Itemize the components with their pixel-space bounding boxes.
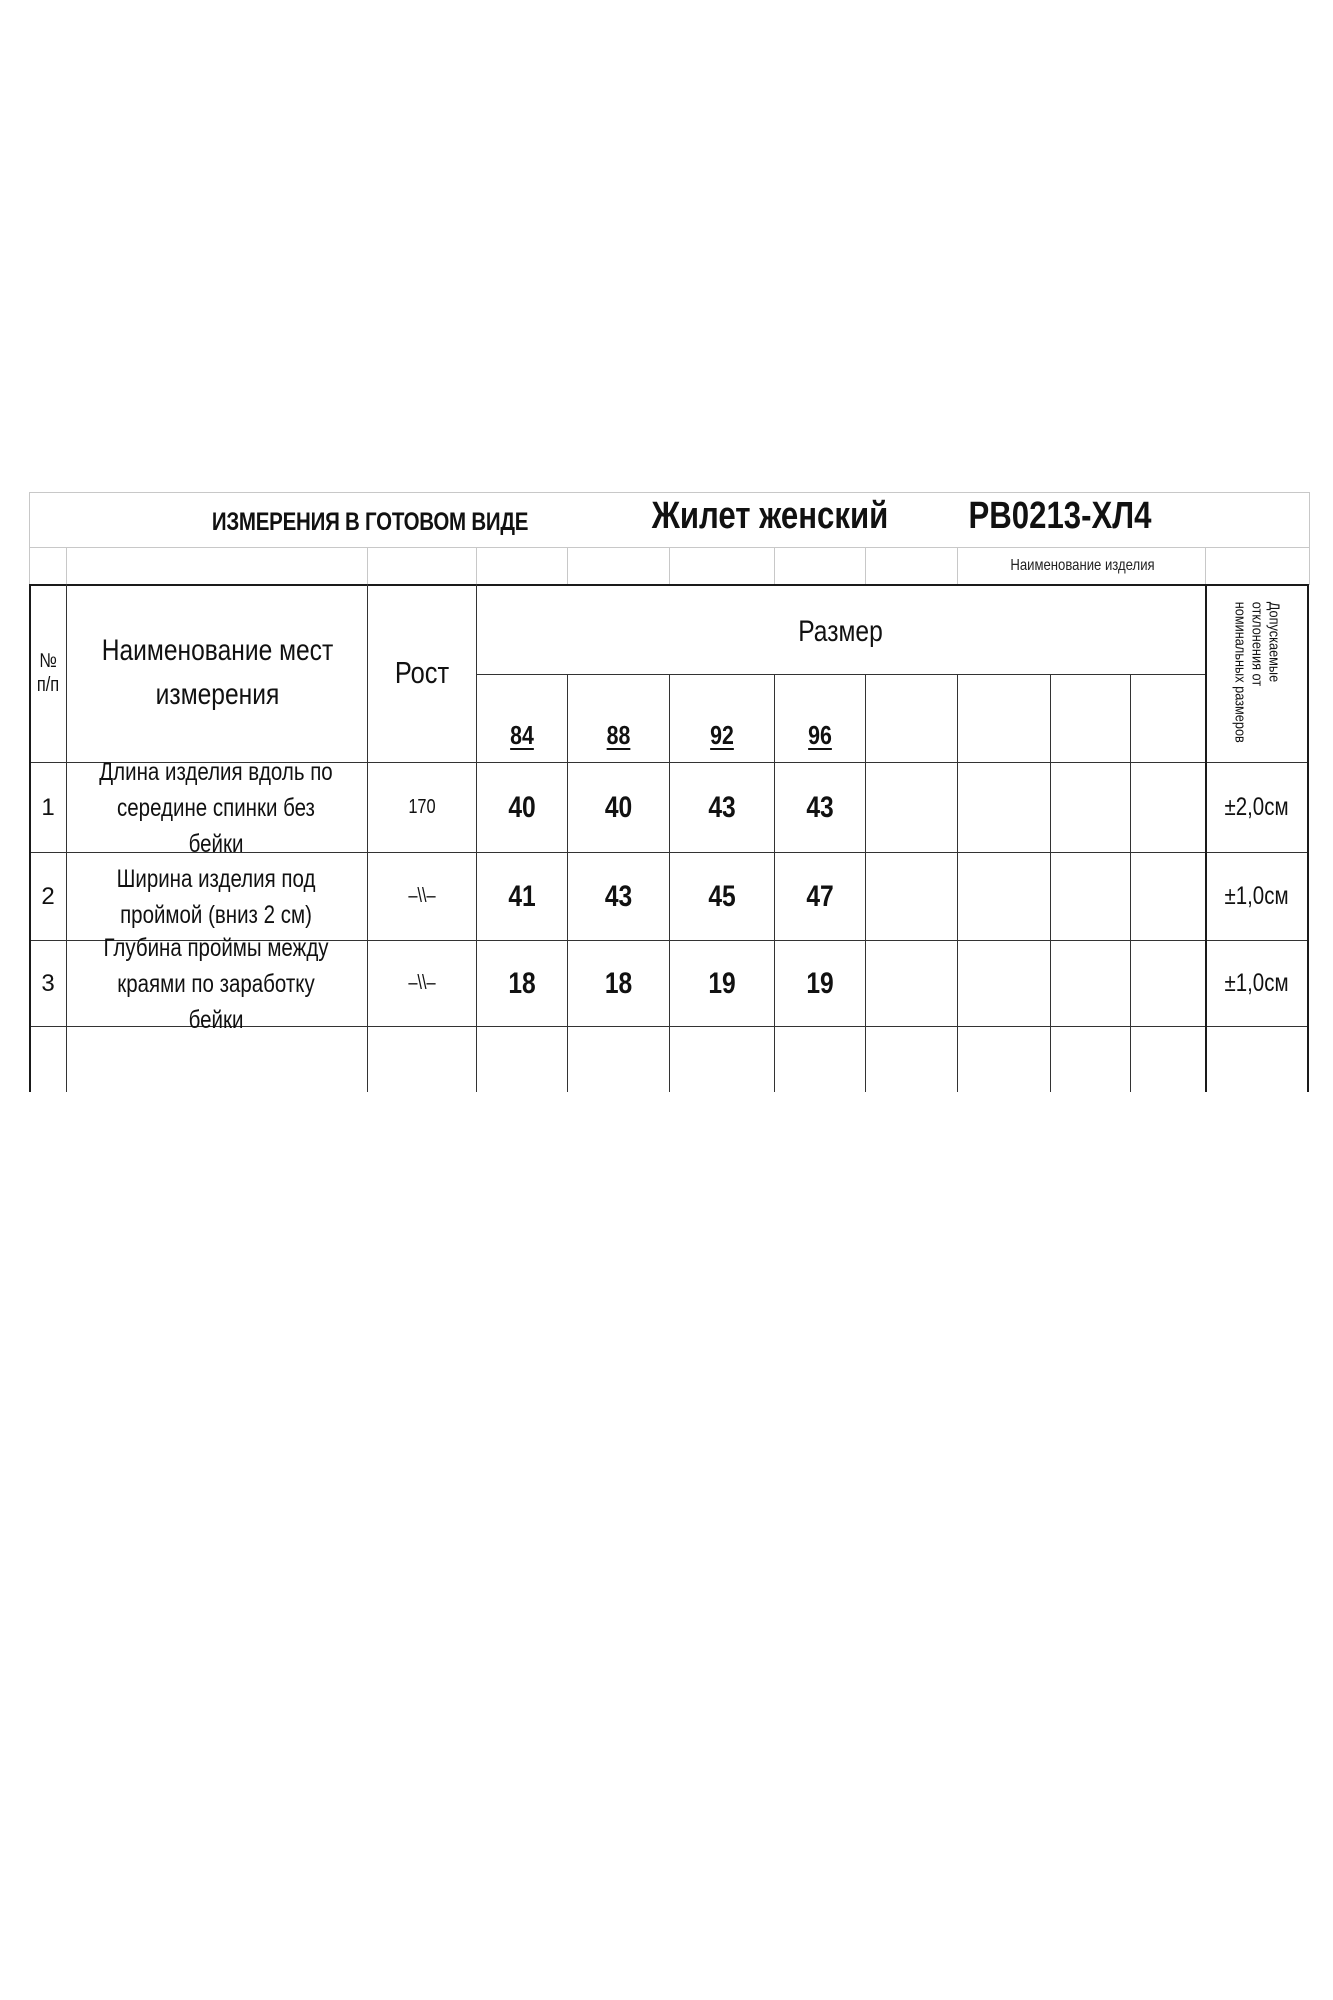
row-1-value-88: 40	[604, 790, 633, 824]
row-2-number: 2	[41, 882, 55, 910]
row-1-value-84: 40	[508, 790, 536, 824]
row-1-value-96: 43	[806, 790, 834, 824]
table-border	[774, 674, 775, 1092]
row-1-height: 170	[408, 796, 436, 818]
header-size: Размер	[798, 615, 883, 648]
table-border	[957, 674, 958, 1092]
header-tolerance: Допускаемые отклонения от номинальных размеров	[1231, 601, 1282, 743]
row-2-height: –\\–	[408, 885, 436, 907]
product-code: РВ0213-ХЛ4	[968, 494, 1152, 537]
row-3-value-92: 19	[708, 966, 736, 1000]
row-3-name: Глубина проймы между краями по заработку бейки	[103, 933, 329, 1034]
grid-line	[957, 547, 958, 585]
grid-line	[1205, 547, 1206, 585]
row-2-name: Ширина изделия под проймой (вниз 2 см)	[116, 864, 316, 929]
row-3-value-96: 19	[806, 966, 834, 1000]
sheet-subtitle: ИЗМЕРЕНИЯ В ГОТОВОМ ВИДЕ	[211, 507, 529, 536]
product-name-caption: Наименование изделия	[1010, 557, 1155, 574]
table-border	[367, 584, 368, 1092]
grid-line	[1309, 492, 1310, 585]
row-2-value-92: 45	[708, 879, 736, 913]
row-1-value-92: 43	[708, 790, 736, 824]
row-2-tolerance: ±1,0см	[1224, 882, 1289, 910]
row-1-name: Длина изделия вдоль по середине спинки без бейки	[99, 757, 333, 858]
grid-line	[29, 492, 30, 585]
grid-line	[367, 547, 368, 585]
grid-line	[865, 547, 866, 585]
row-3-value-88: 18	[604, 966, 633, 1000]
table-border	[476, 674, 1205, 675]
size-92: 92	[710, 719, 734, 750]
table-border	[567, 674, 568, 1092]
product-name: Жилет женский	[651, 494, 889, 537]
table-border	[669, 674, 670, 1092]
row-1-number: 1	[41, 793, 55, 821]
row-3-number: 3	[41, 969, 55, 997]
row-3-height: –\\–	[408, 972, 436, 994]
header-number: № п/п	[36, 650, 60, 696]
grid-line	[476, 547, 477, 585]
grid-line	[774, 547, 775, 585]
size-88: 88	[606, 719, 631, 750]
table-border	[865, 674, 866, 1092]
grid-line	[669, 547, 670, 585]
row-2-value-96: 47	[806, 879, 834, 913]
row-1-tolerance: ±2,0см	[1224, 793, 1289, 821]
grid-line	[66, 547, 67, 585]
size-84: 84	[510, 719, 534, 750]
table-border	[1130, 674, 1131, 1092]
row-3-value-84: 18	[508, 966, 536, 1000]
header-tolerance-cell	[1206, 585, 1307, 762]
header-height: Рост	[394, 655, 450, 690]
header-measurement-name: Наименование мест измерения	[101, 634, 334, 711]
row-3-tolerance: ±1,0см	[1224, 969, 1289, 997]
table-border	[66, 584, 67, 1092]
table-border	[476, 584, 477, 1092]
table-border	[1307, 584, 1309, 1092]
grid-line	[567, 547, 568, 585]
row-2-value-84: 41	[508, 879, 536, 913]
table-border	[1050, 674, 1051, 1092]
size-96: 96	[808, 719, 832, 750]
row-2-value-88: 43	[604, 879, 633, 913]
